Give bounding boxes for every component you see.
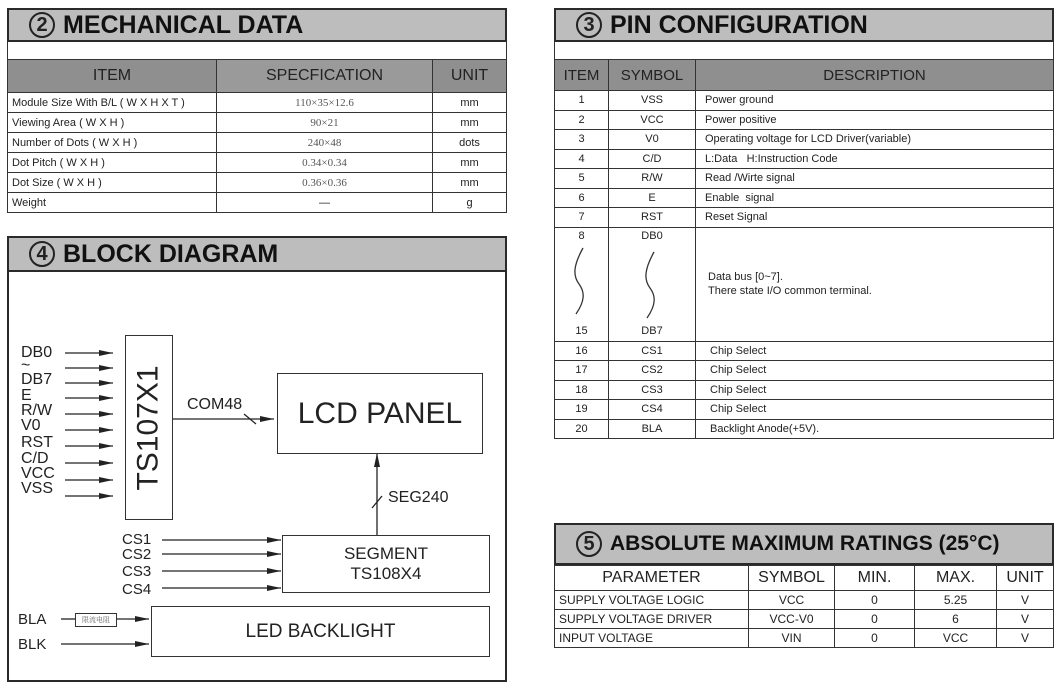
com48-label: COM48 <box>187 396 243 413</box>
pin-description: Backlight Anode(+5V). <box>696 419 1054 439</box>
spec-cell: 0.36×0.36 <box>217 173 433 193</box>
table-row <box>555 149 1054 169</box>
parameter-cell: INPUT VOLTAGE <box>555 629 749 648</box>
table-row <box>555 610 1054 629</box>
pin-symbol: R/W <box>609 169 696 189</box>
item-cell: Dot Pitch ( W X H ) <box>8 153 217 173</box>
pin-description: Enable signal <box>696 188 1054 208</box>
table-row <box>555 419 1054 439</box>
pin-number: 17 <box>555 361 609 381</box>
column-header-description: DESCRIPTION <box>696 60 1054 91</box>
mechanical-data-section <box>7 8 507 213</box>
pin-symbol: CS4 <box>609 400 696 420</box>
pin-symbol: CS1 <box>609 341 696 361</box>
unit-cell: mm <box>433 113 507 133</box>
symbol-cell: VIN <box>749 629 835 648</box>
pin-description: L:Data H:Instruction Code <box>696 149 1054 169</box>
section-number-5: 5 <box>576 531 602 557</box>
unit-cell: mm <box>433 153 507 173</box>
header-gap <box>7 42 507 59</box>
input-label-rst: RST <box>21 434 53 451</box>
segment-driver-box <box>282 535 490 593</box>
item-cell: Number of Dots ( W X H ) <box>8 133 217 153</box>
table-row <box>8 173 507 193</box>
table-row <box>555 188 1054 208</box>
pin-description: Chip Select <box>696 361 1054 381</box>
controller-chip-box <box>125 335 173 520</box>
symbol-cell: VCC-V0 <box>749 610 835 629</box>
column-header-min: MIN. <box>835 566 915 591</box>
unit-cell: V <box>997 629 1054 648</box>
input-label-cd: C/D <box>21 450 49 467</box>
input-label-vcc: VCC <box>21 465 55 482</box>
table-row <box>555 130 1054 150</box>
table-row <box>8 153 507 173</box>
table-row <box>8 193 507 213</box>
table-header-row <box>8 60 507 93</box>
table-row <box>555 110 1054 130</box>
input-label-rw: R/W <box>21 402 53 419</box>
column-header-item: ITEM <box>555 60 609 91</box>
table-row <box>555 208 1054 228</box>
pin-number: 16 <box>555 341 609 361</box>
segment-driver-label: SEGMENT <box>343 544 429 563</box>
block-diagram-title: BLOCK DIAGRAM <box>63 239 279 268</box>
table-header-row <box>555 566 1054 591</box>
column-header-specification: SPECFICATION <box>217 60 433 93</box>
table-row <box>555 341 1054 361</box>
section-number-4: 4 <box>29 241 55 267</box>
unit-cell: mm <box>433 93 507 113</box>
column-header-symbol: SYMBOL <box>609 60 696 91</box>
pin-symbol: CS3 <box>609 380 696 400</box>
unit-cell: g <box>433 193 507 213</box>
input-label-vss: VSS <box>21 480 54 497</box>
led-backlight-box <box>151 606 490 657</box>
item-cell: Weight <box>8 193 217 213</box>
input-label-v0: V0 <box>21 417 41 434</box>
table-row <box>555 169 1054 189</box>
ratings-table <box>554 565 1054 648</box>
cs-label-3: CS3 <box>122 563 152 580</box>
range-brace-icon <box>571 246 591 316</box>
lcd-panel-box <box>277 373 483 454</box>
pin-configuration-header <box>554 8 1054 42</box>
mechanical-data-header <box>7 8 507 42</box>
pin-symbol: BLA <box>609 419 696 439</box>
pin-number: 1 <box>555 91 609 111</box>
table-row <box>555 629 1054 648</box>
pin-description: Reset Signal <box>696 208 1054 228</box>
pin-number: 4 <box>555 149 609 169</box>
min-cell: 0 <box>835 629 915 648</box>
spec-cell: 90×21 <box>217 113 433 133</box>
table-header-row <box>555 60 1054 91</box>
input-label-db7: DB7 <box>21 371 53 388</box>
pin-range-end: 15 <box>575 324 588 337</box>
column-header-max: MAX. <box>915 566 997 591</box>
pin-symbol: E <box>609 188 696 208</box>
pin-symbol: VCC <box>609 110 696 130</box>
pin-number: 3 <box>555 130 609 150</box>
table-row <box>8 133 507 153</box>
pin-number: 20 <box>555 419 609 439</box>
min-cell: 0 <box>835 610 915 629</box>
parameter-cell: SUPPLY VOLTAGE LOGIC <box>555 591 749 610</box>
item-cell: Module Size With B/L ( W X H X T ) <box>8 93 217 113</box>
led-backlight-label: LED BACKLIGHT <box>245 620 396 642</box>
bla-label: BLA <box>18 611 47 628</box>
spec-cell: — <box>217 193 433 213</box>
table-row <box>555 400 1054 420</box>
absolute-maximum-ratings-section <box>554 523 1054 648</box>
pin-description: Operating voltage for LCD Driver(variable) <box>696 130 1054 150</box>
column-header-unit: UNIT <box>997 566 1054 591</box>
pin-symbol: V0 <box>609 130 696 150</box>
table-row-data-bus <box>555 227 1054 341</box>
table-row <box>8 93 507 113</box>
parameter-cell: SUPPLY VOLTAGE DRIVER <box>555 610 749 629</box>
pin-description: Power ground <box>696 91 1054 111</box>
bus-description-line1: Data bus [0~7]. <box>708 271 783 283</box>
column-header-item: ITEM <box>8 60 217 93</box>
mechanical-data-title: MECHANICAL DATA <box>63 10 304 39</box>
max-cell: VCC <box>915 629 997 648</box>
section-number-2: 2 <box>29 12 55 38</box>
pin-symbol-range <box>609 227 696 341</box>
symbol-range-start: DB0 <box>641 229 663 242</box>
pin-description: Power positive <box>696 110 1054 130</box>
table-row <box>555 380 1054 400</box>
max-cell: 6 <box>915 610 997 629</box>
mechanical-data-table <box>7 59 507 213</box>
unit-cell: V <box>997 591 1054 610</box>
column-header-symbol: SYMBOL <box>749 566 835 591</box>
controller-chip-label: TS107X1 <box>132 364 165 491</box>
lcd-panel-label: LCD PANEL <box>297 396 463 430</box>
blk-label: BLK <box>18 636 47 653</box>
max-cell: 5.25 <box>915 591 997 610</box>
range-brace-icon <box>642 250 662 320</box>
pin-configuration-title: PIN CONFIGURATION <box>610 10 868 39</box>
segment-driver-chip: TS108X4 <box>350 564 422 583</box>
block-diagram-section <box>7 236 507 682</box>
section-number-3: 3 <box>576 12 602 38</box>
ratings-header <box>554 523 1054 565</box>
symbol-cell: VCC <box>749 591 835 610</box>
item-cell: Viewing Area ( W X H ) <box>8 113 217 133</box>
seg240-label: SEG240 <box>388 489 449 506</box>
resistor-label: 限流电阻 <box>82 617 110 624</box>
unit-cell: dots <box>433 133 507 153</box>
ratings-title: ABSOLUTE MAXIMUM RATINGS (25°C) <box>610 532 1000 555</box>
spec-cell: 110×35×12.6 <box>217 93 433 113</box>
input-label-e: E <box>21 387 32 404</box>
pin-number: 6 <box>555 188 609 208</box>
table-row <box>555 91 1054 111</box>
pin-configuration-table <box>554 59 1054 439</box>
pin-number: 5 <box>555 169 609 189</box>
unit-cell: mm <box>433 173 507 193</box>
pin-number-range <box>555 227 609 341</box>
pin-number: 2 <box>555 110 609 130</box>
pin-description: Read /Wirte signal <box>696 169 1054 189</box>
spec-cell: 240×48 <box>217 133 433 153</box>
cs-label-2: CS2 <box>122 546 152 563</box>
table-row <box>555 361 1054 381</box>
pin-symbol: RST <box>609 208 696 228</box>
current-limit-resistor <box>75 613 117 627</box>
input-label-db0: DB0 <box>21 344 53 361</box>
header-gap <box>554 42 1054 59</box>
cs-label-4: CS4 <box>122 581 152 598</box>
pin-description: Chip Select <box>696 380 1054 400</box>
pin-description: Chip Select <box>696 341 1054 361</box>
pin-range-start: 8 <box>578 229 585 242</box>
item-cell: Dot Size ( W X H ) <box>8 173 217 193</box>
pin-description: Chip Select <box>696 400 1054 420</box>
unit-cell: V <box>997 610 1054 629</box>
pin-number: 19 <box>555 400 609 420</box>
pin-symbol: C/D <box>609 149 696 169</box>
pin-number: 7 <box>555 208 609 228</box>
column-header-parameter: PARAMETER <box>555 566 749 591</box>
bus-description-line2: There state I/O common terminal. <box>708 285 872 297</box>
table-row <box>555 591 1054 610</box>
input-label-tilde: ~ <box>21 357 31 374</box>
pin-description <box>696 227 1054 341</box>
pin-symbol: VSS <box>609 91 696 111</box>
cs-label-1: CS1 <box>122 531 152 548</box>
column-header-unit: UNIT <box>433 60 507 93</box>
pin-symbol: CS2 <box>609 361 696 381</box>
table-row <box>8 113 507 133</box>
min-cell: 0 <box>835 591 915 610</box>
pin-number: 18 <box>555 380 609 400</box>
pin-configuration-section <box>554 8 1054 439</box>
symbol-range-end: DB7 <box>641 324 663 337</box>
spec-cell: 0.34×0.34 <box>217 153 433 173</box>
